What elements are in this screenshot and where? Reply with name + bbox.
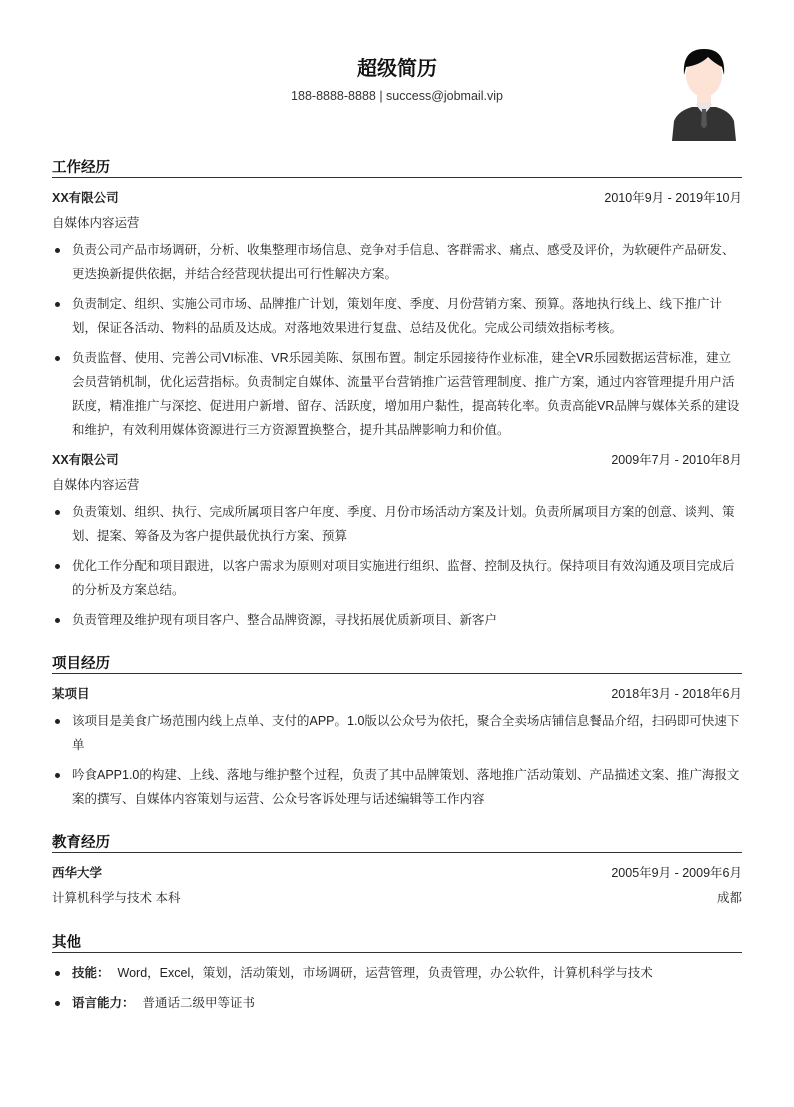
company-name: XX有限公司 [52, 191, 119, 205]
city: 成都 [716, 891, 742, 905]
resume-name: 超级简历 [357, 58, 437, 80]
school-name: 西华大学 [52, 866, 103, 880]
resume-header [0, 0, 794, 150]
date-range: 2005年9月 - 2009年6月 [611, 866, 742, 880]
divider [52, 673, 742, 674]
list-item: 该项目是美食广场范围内线上点单、支付的APP。1.0版以公众号为依托，聚合全卖场店铺信息餐品介绍，扫码即可快速下单 [52, 709, 742, 757]
divider [52, 177, 742, 178]
skills-value: Word，Excel，策划，活动策划，市场调研，运营管理，负责管理，办公软件，计算机科学与技术 [117, 966, 653, 980]
section-title: 教育经历 [52, 835, 110, 851]
list-item: 负责策划、组织、执行、完成所属项目客户年度、季度、月份市场活动方案及计划。负责所属项目方案的创意、谈判、策划、提案、筹备及为客户提供最优执行方案、预算 [52, 500, 742, 548]
work-experience-section [52, 150, 742, 632]
job-role: 自媒体内容运营 [52, 216, 140, 230]
date-range: 2010年9月 - 2019年10月 [604, 191, 742, 205]
other-section [52, 925, 742, 1015]
job-role: 自媒体内容运营 [52, 478, 140, 492]
divider [52, 852, 742, 853]
date-range: 2018年3月 - 2018年6月 [611, 687, 742, 701]
list-item: 负责制定、组织、实施公司市场、品牌推广计划，策划年度、季度、月份营销方案、预算。落地执行线上、线下推广计划，保证各活动、物料的品质及达成。对落地效果进行复盘、总结及优化。完成公司绩效指标考核。 [52, 292, 742, 340]
section-title: 其他 [52, 935, 81, 951]
project-section [52, 646, 742, 811]
project-name: 某项目 [52, 687, 90, 701]
date-range: 2009年7月 - 2010年8月 [611, 453, 742, 467]
list-item: 负责管理及维护现有项目客户、整合品牌资源，寻找拓展优质新项目、新客户 [52, 608, 742, 632]
contact-info: 188-8888-8888 | success@jobmail.vip [291, 89, 503, 103]
section-title: 项目经历 [52, 656, 110, 672]
section-title: 工作经历 [52, 160, 110, 176]
list-item: 吟食APP1.0的构建、上线、落地与维护整个过程，负责了其中品牌策划、落地推广活动策划、产品描述文案、推广海报文案的撰写、自媒体内容策划与运营、公众号客诉处理与话述编辑等工作内容 [52, 763, 742, 811]
language-label: 语言能力： [72, 996, 135, 1010]
list-item: 负责公司产品市场调研，分析、收集整理市场信息、竞争对手信息、客群需求、痛点、感受及评价，为软硬件产品研发、更迭换新提供依据，并结合经营现状提出可行性解决方案。 [52, 238, 742, 286]
company-name: XX有限公司 [52, 453, 119, 467]
skills-label: 技能： [72, 966, 110, 980]
list-item: 优化工作分配和项目跟进，以客户需求为原则对项目实施进行组织、监督、控制及执行。保持项目有效沟通及项目完成后的分析及方案总结。 [52, 554, 742, 602]
list-item: 负责监督、使用、完善公司VI标准、VR乐园美陈、氛围布置。制定乐园接待作业标准，建全VR乐园数据运营标准，建立会员营销机制，优化运营指标。负责制定自媒体、流量平台营销推广运营管理制度、推广方案，通过内容管理提升用户活跃度，精准推广与深挖、促进用户新增、留存、活跃度，增加用户黏性，提高转化率。负责高能VR品牌与媒体关系的建设和维护，有效利用媒体资源进行三方资源置换整合，提升其品牌影响力和价值。 [52, 346, 742, 442]
list-item [52, 991, 742, 1015]
language-value: 普通话二级甲等证书 [142, 996, 256, 1010]
major: 计算机科学与技术 本科 [52, 891, 181, 905]
avatar [670, 45, 738, 141]
education-section [52, 825, 742, 911]
divider [52, 952, 742, 953]
list-item [52, 961, 742, 985]
